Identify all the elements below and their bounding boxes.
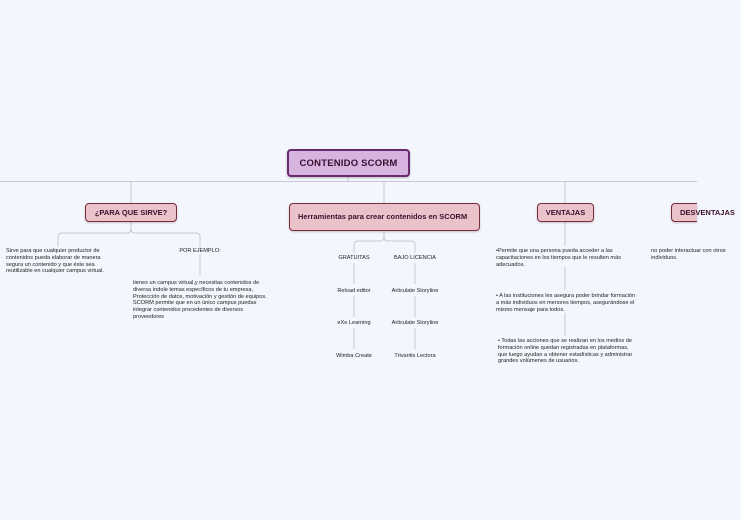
tools-licensed-item: Trivantis Lectora [394, 353, 436, 359]
tools-licensed-item: Articulate Storyline [391, 288, 439, 294]
tools-free-item: eXe Learning [337, 320, 371, 326]
desventajas-text [651, 248, 726, 262]
ventajas-item: • A las instituciones les asegura poder brindar formación a más individuos en menores tiempos, asegurándose el mismo mensaje para todos. [496, 293, 636, 313]
ventajas-item: • Todas las acciones que se realizan en los medios de formación online quedan registradas en plataformas, que luego ayudan a obtener estadísticas y administrar grandes volúmenes de usuarios. [498, 338, 633, 365]
tools-free-item: Reload editor [337, 288, 371, 294]
tools-licensed-item: Articulate Storyline [391, 320, 439, 326]
para-example-label: POR EJEMPLO: [179, 248, 221, 254]
branch-desventajas-label: DESVENTAJAS [680, 208, 735, 217]
root-node[interactable] [287, 149, 410, 177]
desventajas-text-inner: no poder interactuar con otros individuos. [651, 248, 726, 261]
tools-free-label: GRATUITAS [338, 255, 370, 261]
para-description: Sirve para que cualquier productor de contenidos pueda elaborar de manera segura un contenido y que éste sea reutilizable en cualquier campus virtual. [6, 248, 104, 275]
tools-free-item: Wimba Create [336, 353, 372, 359]
para-example-text: tienes un campus virtual,y necesitas contenidos de diversa índole temas específicos de tu empresa, Protección de datos, motivación y gestión de equipos. SCORM permite que en un único campus puedas integrar contenidos procedentes de diversos proveedores [133, 280, 267, 320]
branch-tools[interactable] [289, 203, 480, 231]
branch-ventajas-label: VENTAJAS [545, 208, 586, 217]
root-label: CONTENIDO SCORM [299, 157, 398, 169]
ventajas-item: •Permite que una persona pueda acceder a las capacitaciones en los tiempos que le resulten más adecuados. [496, 248, 621, 268]
branch-para-que-sirve[interactable] [85, 203, 177, 222]
tools-licensed-label: BAJO LICENCIA [394, 255, 436, 261]
branch-para-que-sirve-label: ¿PARA QUE SIRVE? [94, 208, 168, 217]
branch-desventajas[interactable] [671, 203, 735, 222]
branch-ventajas[interactable] [537, 203, 594, 222]
branch-tools-label: Herramientas para crear contenidos en SCORM [298, 211, 468, 221]
